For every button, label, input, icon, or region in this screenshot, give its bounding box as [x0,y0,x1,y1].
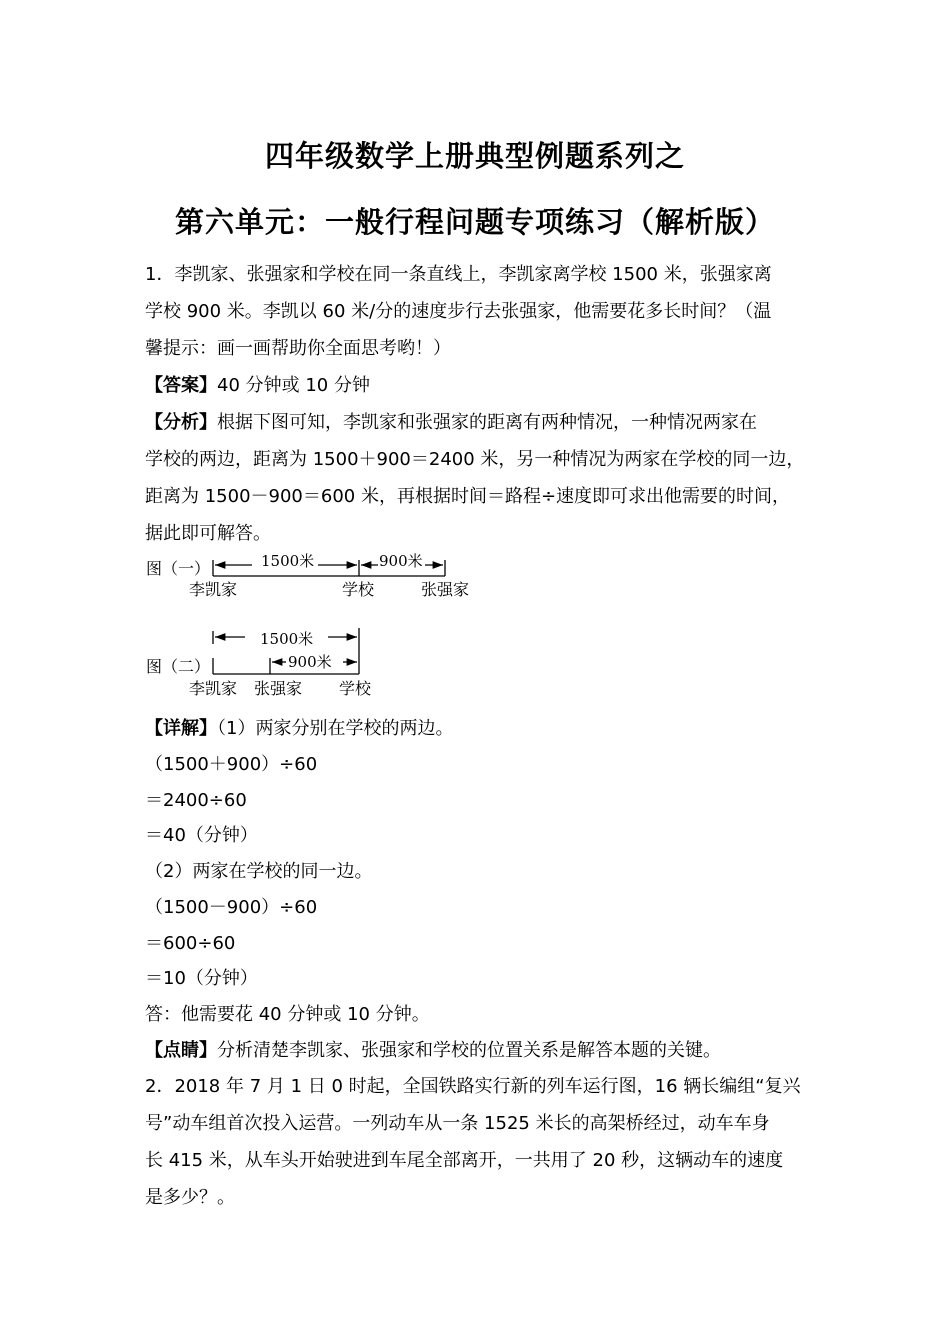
fig2-school: 学校 [339,679,372,698]
q2-line-2: 号”动车组首次投入运营。一列动车从一条 1525 米长的高架桥经过，动车车身 [145,1113,770,1134]
fig1-school: 学校 [342,580,375,599]
key-row [145,1036,721,1062]
detail-line-8: ＝10（分钟） [145,968,258,989]
analysis-line-3: 距离为 1500－900＝600 米，再根据时间＝路程÷速度即可求出他需要的时间， [145,486,791,507]
fig2-label: 图（二） [146,657,211,676]
detail-tag: 【详解】 [145,718,217,739]
fig1-label: 图（一） [146,559,211,578]
fig1-900-label: 900米 [379,552,423,570]
fig1-likai: 李凯家 [189,580,238,599]
answer-row [145,371,370,397]
q1-line-2: 学校 900 米。李凯以 60 米/分的速度步行去张强家，他需要花多长时间？（温 [145,301,772,322]
fig2-likai: 李凯家 [189,679,238,698]
detail-line-2: （1500＋900）÷60 [145,754,318,775]
distance-diagram [140,548,500,708]
document-subtitle: 第六单元：一般行程问题专项练习（解析版） [174,205,775,239]
answer-text: 40 分钟或 10 分钟 [217,375,370,396]
q1-line-1: 1．李凯家、张强家和学校在同一条直线上，李凯家离学校 1500 米，张强家离 [145,264,772,285]
detail-line-3: ＝2400÷60 [145,790,247,811]
key-text: 分析清楚李凯家、张强家和学校的位置关系是解答本题的关键。 [217,1040,721,1061]
fig2-zhangqiang: 张强家 [254,679,303,698]
answer-tag: 【答案】 [145,375,217,396]
analysis-row [145,408,757,434]
fig2-1500-label: 1500米 [260,630,314,648]
analysis-line-2: 学校的两边，距离为 1500＋900＝2400 米，另一种情况为两家在学校的同一边， [145,449,805,470]
analysis-line-1: 根据下图可知，李凯家和张强家的距离有两种情况，一种情况两家在 [217,412,757,433]
detail-line-6: （1500－900）÷60 [145,897,318,918]
q2-line-3: 长 415 米，从车头开始驶进到车尾全部离开，一共用了 20 秒，这辆动车的速度 [145,1150,784,1171]
fig1-zhangqiang: 张强家 [421,580,470,599]
detail-line-1: （1）两家分别在学校的两边。 [217,718,454,739]
detail-line-5: （2）两家在学校的同一边。 [145,861,373,882]
fig2-900-label: 900米 [288,653,332,671]
detail-row [145,714,453,740]
q2-line-1: 2．2018 年 7 月 1 日 0 时起，全国铁路实行新的列车运行图，16 辆长编组“复兴 [145,1076,801,1097]
detail-line-9: 答：他需要花 40 分钟或 10 分钟。 [145,1004,430,1025]
key-tag: 【点睛】 [145,1040,217,1061]
q2-line-4: 是多少？。 [145,1187,235,1208]
fig1-1500-label: 1500米 [261,552,315,570]
analysis-line-4: 据此即可解答。 [145,523,271,544]
detail-line-4: ＝40（分钟） [145,825,258,846]
document-title: 四年级数学上册典型例题系列之 [264,139,685,173]
analysis-tag: 【分析】 [145,412,217,433]
q1-line-3: 馨提示：画一画帮助你全面思考哟！） [145,338,451,359]
detail-line-7: ＝600÷60 [145,933,236,954]
